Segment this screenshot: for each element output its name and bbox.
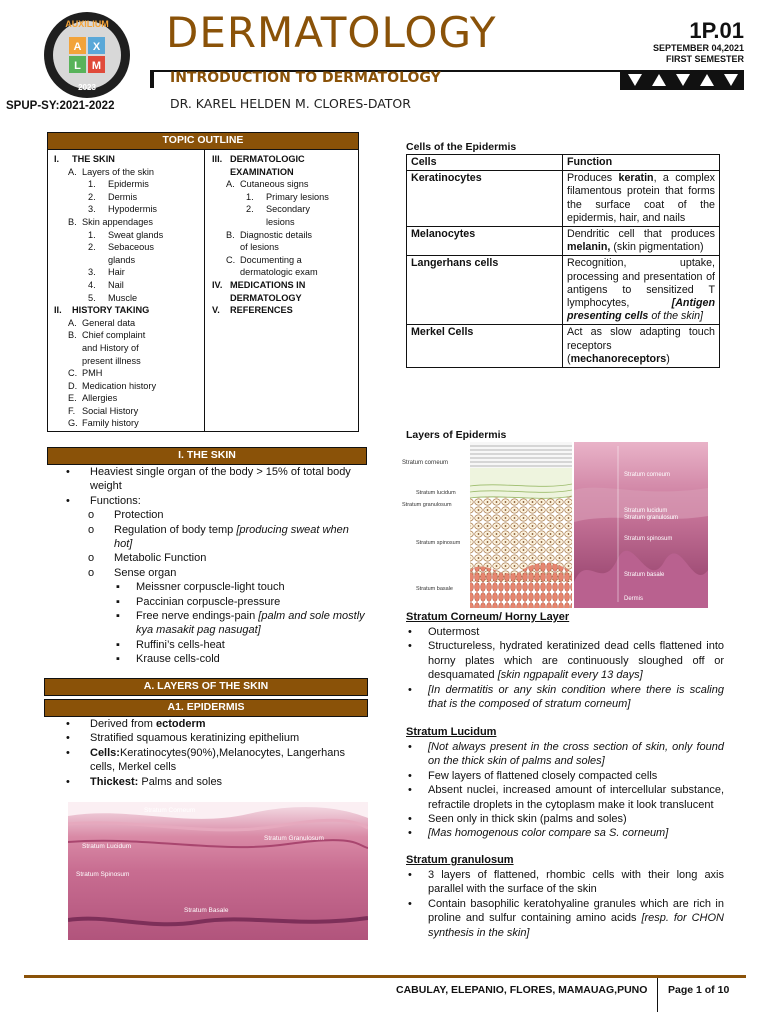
lucidum-section: [406, 740, 724, 841]
outline-item: [212, 229, 358, 242]
outline-text: Cutaneous signs: [240, 179, 309, 190]
outline-item: [54, 317, 202, 330]
histo1-label-spinosum: Stratum Spinosum: [76, 871, 130, 878]
outline-item: [54, 203, 202, 216]
outline-item: [54, 417, 202, 430]
outline-text: Documenting a: [240, 254, 302, 265]
corneum-1: Outermost: [428, 626, 480, 638]
sense-1: Meissner corpuscle-light touch: [136, 581, 285, 594]
list-item: ▪ Meissner corpuscle-light touch: [116, 581, 285, 594]
list-item: • Functions:: [66, 494, 141, 507]
outline-item: [54, 292, 202, 305]
outline-item: [54, 304, 202, 317]
outline-text: HISTORY TAKING: [72, 305, 150, 316]
outline-number: 1.: [88, 179, 96, 190]
outline-number: [88, 254, 108, 267]
outline-number: C.: [226, 254, 236, 265]
epidermis-section: [62, 717, 368, 789]
lucidum-3: Absent nuclei, increased amount of intercellular substance, refractile droplets in the cytoplasm make it look translucent: [428, 784, 724, 811]
list-item: • Contain basophilic keratohyaline granules which are rich in proline and sulfur containing amino acids [resp. for CHON synthesis in the skin]: [408, 897, 724, 939]
fn-bold: keratin: [618, 172, 654, 185]
epi-4: Palms and soles: [138, 775, 223, 788]
fn-bold: mechanoreceptors: [570, 352, 667, 365]
logo-letter-a: A: [73, 41, 82, 53]
outline-number: [226, 241, 240, 254]
outline-number: [212, 166, 230, 179]
layers-of-skin-bar: A. LAYERS OF THE SKIN: [44, 678, 368, 696]
outline-text: PMH: [82, 368, 103, 379]
outline-text: Sebaceous: [108, 242, 154, 253]
outline-column-1: [54, 153, 202, 430]
list-item: o Metabolic Function: [88, 552, 207, 565]
right-label-basale: Stratum basale: [624, 572, 665, 578]
outline-text: MEDICATIONS IN: [230, 279, 306, 290]
cell-name: Merkel Cells: [407, 325, 563, 368]
right-label-lucidum: Stratum lucidum: [624, 508, 668, 514]
topic-outline-box: [47, 149, 359, 432]
cell-name: Keratinocytes: [407, 171, 563, 227]
outline-text: Hypodermis: [108, 204, 158, 215]
table-row: [407, 171, 720, 227]
list-item: • Derived from ectoderm: [66, 718, 206, 730]
outline-number: A.: [68, 166, 77, 177]
fn-text: (skin pigmentation): [610, 241, 704, 254]
outline-number: F.: [68, 405, 76, 416]
outline-number: II.: [54, 305, 62, 316]
outline-item: [54, 380, 202, 393]
outline-text: THE SKIN: [72, 154, 115, 164]
outline-number: 4.: [88, 279, 96, 290]
cells-table: [406, 154, 720, 368]
cell-name: Melanocytes: [407, 227, 563, 256]
outline-text: DERMATOLOGY: [230, 292, 302, 303]
granulosum-2: Contain basophilic keratohyaline granules which are rich in proline and sulfur containing amino acids: [428, 897, 724, 925]
outline-item: [212, 304, 358, 317]
outline-number: IV.: [212, 279, 223, 290]
fn-text: , a complex filamentous protein that forms the surface coat of the epidermis, hair, and nails: [567, 172, 715, 224]
outline-number: B.: [68, 330, 77, 341]
fn-text: Dendritic cell that produces: [567, 228, 715, 241]
fn-text: Produces: [567, 172, 619, 185]
outline-text: and History of: [82, 342, 139, 353]
list-item: • 3 layers of flattened, rhombic cells with their long axis parallel with the surface of the skin: [408, 869, 724, 896]
outline-column-2: [212, 153, 358, 317]
outline-number: 2.: [246, 204, 254, 215]
list-item: • [Not always present in the cross section of skin, only found on the thick skin of palms and soles]: [408, 741, 724, 768]
footer-authors: CABULAY, ELEPANIO, FLORES, MAMAUAG,PUNO: [396, 984, 648, 996]
table-row: [407, 227, 720, 256]
outline-number: 5.: [88, 292, 96, 303]
lucidum-1: [Not always present in the cross section of skin, only found on the thick skin of palms and soles]: [428, 741, 724, 768]
right-label-dermis: Dermis: [624, 596, 643, 602]
outline-number: C.: [68, 368, 78, 379]
outline-text: Diagnostic details: [240, 229, 313, 240]
page-number: Page 1 of 10: [668, 984, 730, 996]
outline-item: [212, 254, 358, 267]
granulosum-1: 3 layers of flattened, rhombic cells with their long axis parallel with the surface of the skin: [428, 869, 724, 896]
skin-bullet-2: Functions:: [90, 494, 141, 507]
table-row: [407, 325, 720, 368]
sense-4: Ruffini’s cells-heat: [136, 638, 225, 651]
left-label-spinosum: Stratum spinosum: [416, 540, 461, 546]
epidermis-bar: A1. EPIDERMIS: [44, 699, 368, 717]
outline-number: 2.: [88, 191, 96, 202]
auxilium-logo: [40, 10, 134, 100]
logo-letter-m: M: [91, 60, 102, 72]
outline-text: glands: [108, 254, 136, 265]
outline-item: [212, 191, 358, 204]
histo1-label-basale: Stratum Basale: [184, 907, 229, 914]
outline-text: lesions: [266, 216, 295, 227]
outline-number: I.: [54, 154, 60, 164]
outline-number: D.: [68, 380, 78, 391]
outline-number: 1.: [246, 191, 254, 202]
logo-letter-x: X: [92, 41, 101, 53]
outline-number: 1.: [88, 229, 96, 240]
histo1-label-corneum: Stratum Corneum: [144, 807, 196, 814]
list-item: • Few layers of flattened closely compacted cells: [408, 769, 658, 782]
logo-letter-l: L: [74, 60, 81, 72]
fn-text: Act as slow adapting touch receptors (: [567, 326, 715, 365]
right-label-granulosum: Stratum granulosum: [624, 515, 679, 521]
list-item: • Stratified squamous keratinizing epithelium: [66, 732, 300, 745]
page-title: DERMATOLOGY: [166, 8, 497, 57]
left-label-lucidum: Stratum lucidum: [416, 490, 456, 496]
histo1-label-granulosum: Stratum Granulosum: [264, 835, 324, 842]
outline-number: E.: [68, 393, 77, 404]
table-header-row: [407, 155, 720, 171]
cell-function: [563, 227, 720, 256]
right-label-corneum: Stratum corneum: [624, 472, 671, 478]
list-item: • Thickest: Palms and soles: [66, 775, 223, 788]
sense-2: Paccinian corpuscle-pressure: [136, 595, 281, 608]
epi-2: Stratified squamous keratinizing epithelium: [90, 732, 300, 745]
outline-item: [54, 178, 202, 191]
outline-number: [246, 216, 266, 229]
outline-item: [54, 166, 202, 179]
epi-1-bold: ectoderm: [156, 718, 206, 730]
list-item: • Seen only in thick skin (palms and soles): [408, 813, 627, 826]
outline-item: [54, 367, 202, 380]
function-2: Regulation of body temp: [114, 523, 237, 536]
corneum-3: [In dermatitis or any skin condition where there is scaling that is the composed of stratum corneum]: [428, 683, 724, 711]
function-4: Sense organ: [114, 566, 177, 579]
left-label-granulosum: Stratum granulosum: [402, 502, 452, 508]
outline-text: Family history: [82, 418, 139, 429]
the-skin-bar: I. THE SKIN: [47, 447, 367, 465]
outline-text: EXAMINATION: [230, 166, 294, 177]
outline-text: of lesions: [240, 242, 279, 253]
outline-item: [212, 292, 358, 305]
outline-item: [212, 279, 358, 292]
outline-item: [54, 355, 202, 368]
outline-item: [54, 279, 202, 292]
list-item: ▪ Paccinian corpuscle-pressure: [116, 595, 281, 608]
right-label-spinosum: Stratum spinosum: [624, 536, 673, 542]
fn-text: ): [666, 352, 670, 365]
outline-item: [54, 329, 202, 342]
list-item: • [In dermatitis or any skin condition where there is scaling that is the composed of stratum corneum]: [408, 683, 724, 711]
cell-function: [563, 171, 720, 227]
outline-item: [54, 342, 202, 355]
corneum-heading: Stratum Corneum/ Horny Layer: [406, 611, 570, 623]
fn-bold: melanin,: [567, 241, 611, 254]
skin-bullet-1: Heaviest single organ of the body > 15% of total body weight: [90, 466, 351, 493]
outline-item: [212, 153, 358, 166]
footer-rule: [24, 975, 746, 978]
list-item: ▪ Ruffini’s cells-heat: [116, 638, 225, 651]
footer-separator: [657, 978, 658, 1012]
outline-text: Secondary: [266, 204, 310, 215]
sense-3: Free nerve endings-pain: [136, 610, 259, 623]
list-item: ▪ Free nerve endings-pain [palm and sole mostly kya masakit pag nasugat]: [116, 610, 365, 637]
outline-number: [226, 266, 240, 279]
list-item: • Heaviest single organ of the body > 15% of total body weight: [66, 466, 351, 493]
left-label-basale: Stratum basale: [416, 586, 453, 592]
function-3: Metabolic Function: [114, 552, 207, 565]
left-label-corneum: Stratum corneum: [402, 460, 449, 466]
table-row: [407, 256, 720, 325]
outline-item: [54, 241, 202, 254]
outline-item: [54, 405, 202, 418]
outline-text: Layers of the skin: [82, 166, 155, 177]
outline-text: REFERENCES: [230, 305, 293, 316]
granulosum-heading: Stratum granulosum: [406, 854, 514, 866]
outline-divider: [204, 150, 205, 431]
epi-3-bold: Cells:: [90, 746, 120, 759]
outline-number: 3.: [88, 267, 96, 278]
author: DR. KAREL HELDEN M. CLORES-DATOR: [170, 96, 411, 111]
outline-item: [212, 216, 358, 229]
header-cells: Cells: [407, 155, 563, 171]
list-item: • Absent nuclei, increased amount of intercellular substance, refractile droplets in the cytoplasm make it look translucent: [408, 784, 724, 811]
outline-number: B.: [226, 229, 235, 240]
outline-number: 2.: [88, 242, 96, 253]
logo-year: 2023: [78, 83, 96, 92]
logo-top-text: AUXILIUM: [65, 19, 109, 29]
outline-text: Social History: [82, 405, 139, 416]
epi-1: Derived from: [90, 718, 157, 730]
outline-item: [212, 178, 358, 191]
sense-5: Krause cells-cold: [136, 653, 220, 666]
outline-item: [54, 229, 202, 242]
lucidum-4: Seen only in thick skin (palms and soles): [428, 813, 627, 826]
outline-item: [212, 266, 358, 279]
outline-item: [54, 191, 202, 204]
outline-item: [54, 153, 202, 166]
cell-function: [563, 325, 720, 368]
outline-item: [54, 266, 202, 279]
corneum-2-note: [skin ngpapalit every 13 days]: [497, 669, 643, 682]
corneum-section: [406, 625, 724, 711]
outline-number: III.: [212, 154, 223, 164]
cell-function: [563, 256, 720, 325]
outline-item: [212, 241, 358, 254]
outline-text: Nail: [108, 279, 124, 290]
date: SEPTEMBER 04,2021: [652, 43, 744, 53]
fn-bold: [Antigen presenting cells: [567, 297, 715, 323]
fn-text: of the skin]: [648, 310, 704, 323]
cell-name: Langerhans cells: [407, 256, 563, 325]
function-1: Protection: [114, 509, 164, 522]
list-item: • [Mas homogenous color compare sa S. corneum]: [408, 827, 669, 840]
outline-number: V.: [212, 305, 220, 316]
outline-item: [54, 216, 202, 229]
outline-number: B.: [68, 216, 77, 227]
corneum-2: Structureless, hydrated keratinized dead cells flattened into horny plates which are continuously sloughed off or desquamated: [428, 640, 724, 682]
list-item: ▪ Krause cells-cold: [116, 653, 220, 666]
fn-text: Recognition, uptake, processing and presentation of antigens to sensitized T lymphocytes,: [567, 257, 715, 310]
outline-text: Skin appendages: [82, 216, 154, 227]
outline-number: [68, 342, 82, 355]
outline-text: present illness: [82, 355, 141, 366]
outline-item: [212, 166, 358, 179]
epi-4-bold: Thickest:: [90, 775, 139, 788]
epidermis-histology-image: [68, 802, 368, 940]
layers-epidermis-diagram: [402, 442, 708, 608]
header-function: Function: [563, 155, 720, 171]
layers-epidermis-title: Layers of Epidermis: [406, 429, 507, 441]
list-item: • Cells:Keratinocytes(90%),Melanocytes, Langerhans cells, Merkel cells: [66, 746, 345, 774]
outline-text: Epidermis: [108, 179, 149, 190]
outline-number: A.: [68, 317, 77, 328]
granulosum-2-note: [resp. for CHON synthesis in the skin]: [428, 912, 724, 939]
histo1-label-lucidum: Stratum Lucidum: [82, 843, 132, 850]
cells-table-title: Cells of the Epidermis: [406, 141, 517, 153]
outline-text: Muscle: [108, 292, 138, 303]
outline-item: [212, 203, 358, 216]
outline-number: 3.: [88, 204, 96, 215]
outline-text: Primary lesions: [266, 191, 329, 202]
outline-text: Medication history: [82, 380, 157, 391]
semester: FIRST SEMESTER: [665, 54, 744, 64]
outline-text: Sweat glands: [108, 229, 164, 240]
outline-item: [54, 392, 202, 405]
function-2-note: [producing sweat when hot]: [114, 523, 349, 551]
lucidum-2: Few layers of flattened closely compacted cells: [428, 769, 658, 782]
outline-number: G.: [68, 418, 78, 429]
course-code: 1P.01: [689, 18, 744, 43]
outline-text: Allergies: [82, 393, 118, 404]
granulosum-section: [406, 868, 724, 940]
outline-text: dermatologic exam: [240, 267, 318, 278]
decorative-triangles: [620, 70, 744, 90]
outline-number: A.: [226, 179, 235, 190]
list-item: • Structureless, hydrated keratinized dead cells flattened into horny plates which are continuously sloughed off or desquamated [skin ngpapalit every 13 days]: [408, 640, 724, 682]
list-item: o Sense organ: [88, 566, 177, 579]
outline-text: Dermis: [108, 191, 138, 202]
school-year: SPUP-SY:2021-2022: [6, 100, 115, 112]
subtitle: INTRODUCTION TO DERMATOLOGY: [170, 70, 441, 86]
date-block: [653, 43, 744, 65]
outline-number: [68, 355, 82, 368]
sense-3-note: [palm and sole mostly kya masakit pag nasugat]: [136, 610, 365, 637]
outline-text: Hair: [108, 267, 125, 278]
outline-text: Chief complaint: [82, 330, 146, 341]
outline-text: General data: [82, 317, 136, 328]
lucidum-5: [Mas homogenous color compare sa S. corneum]: [428, 827, 669, 840]
topic-outline-bar: TOPIC OUTLINE: [47, 132, 359, 150]
outline-text: DERMATOLOGIC: [230, 154, 305, 164]
list-item: o Protection: [88, 509, 164, 522]
list-item: • Outermost: [408, 626, 480, 638]
outline-item: [54, 254, 202, 267]
lucidum-heading: Stratum Lucidum: [406, 726, 497, 738]
the-skin-section: [62, 465, 368, 667]
outline-number: [212, 292, 230, 305]
list-item: o Regulation of body temp [producing sweat when hot]: [88, 523, 349, 551]
epi-3: Keratinocytes(90%),Melanocytes, Langerhans cells, Merkel cells: [90, 746, 345, 774]
